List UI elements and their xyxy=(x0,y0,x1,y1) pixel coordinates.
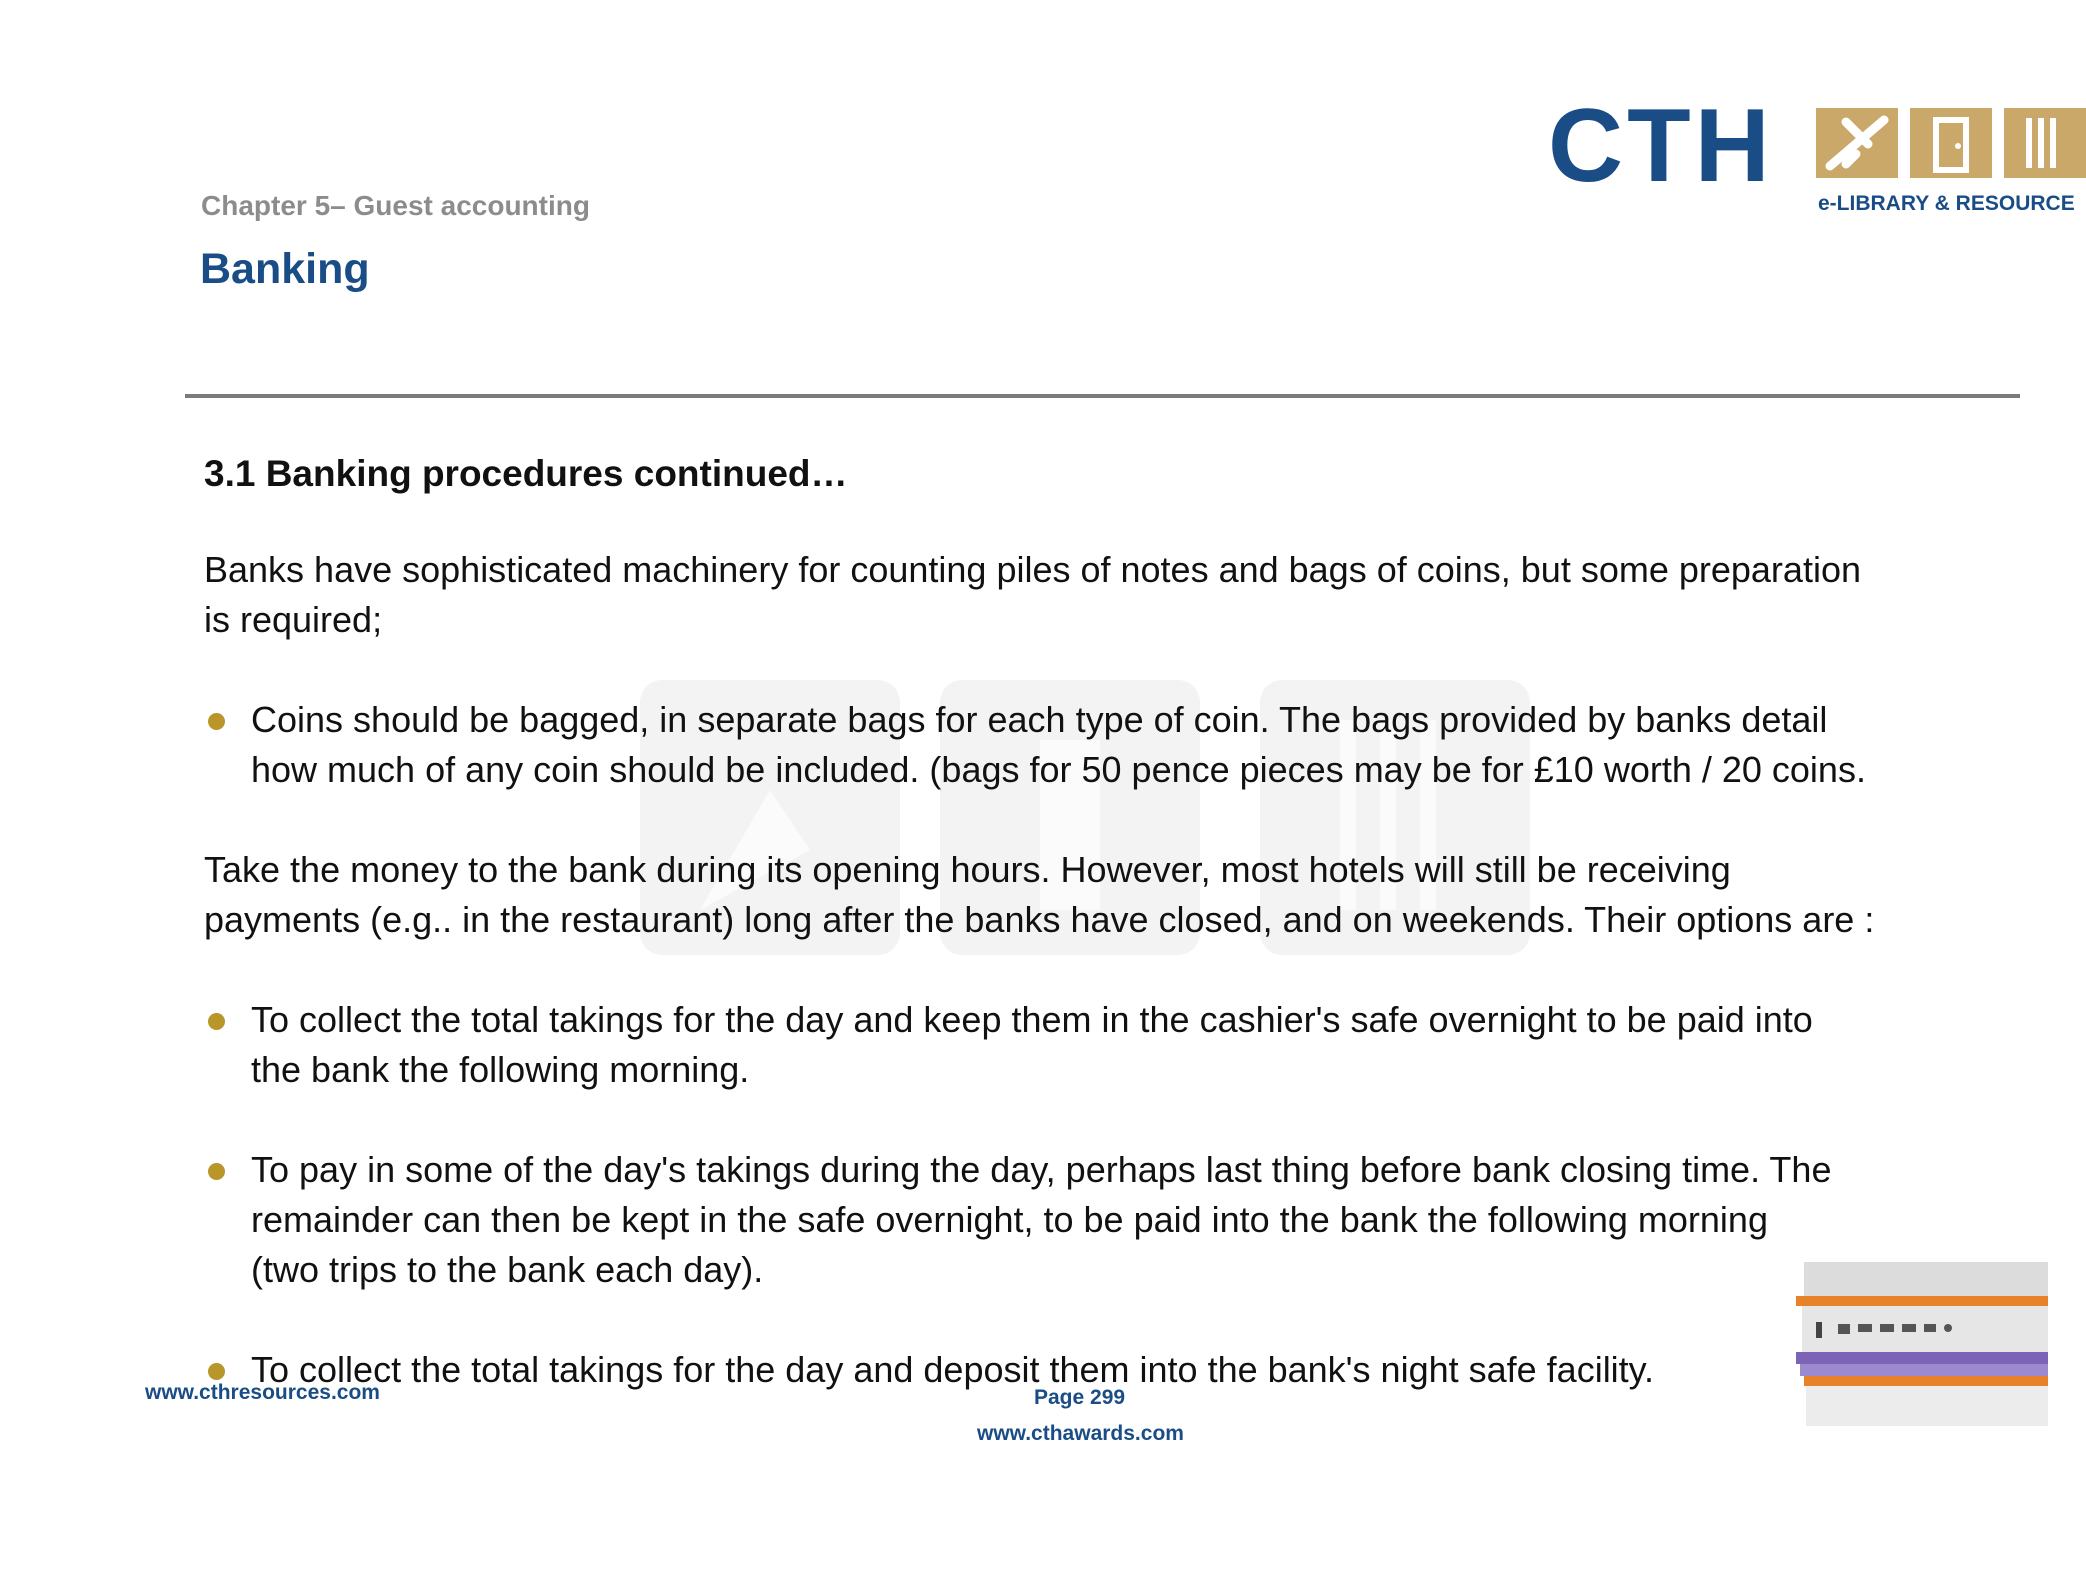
page-number: Page 299 xyxy=(1034,1386,1126,1409)
text-line: To collect the total takings for the day and deposit them into the bank's night safe facility. xyxy=(251,1349,1655,1390)
text-line: To collect the total takings for the day and keep them in the cashier's safe overnight to be paid into xyxy=(251,999,1813,1040)
options-paragraph xyxy=(204,845,2004,945)
header-divider xyxy=(185,394,2020,398)
text-line: how much of any coin should be included. (bags for 50 pence pieces may be for £10 worth / 20 coins. xyxy=(251,749,1866,790)
text-line: remainder can then be kept in the safe overnight, to be paid into the bank the following morning xyxy=(251,1199,1768,1240)
text-line: payments (e.g.. in the restaurant) long after the banks have closed, and on weekends. Their options are : xyxy=(204,899,1875,940)
text-line: Banks have sophisticated machinery for counting piles of notes and bags of coins, but some preparation xyxy=(204,549,1861,590)
text-line: (two trips to the bank each day). xyxy=(251,1249,764,1290)
main-content xyxy=(204,445,2004,1395)
page-title: Banking xyxy=(200,245,370,293)
section-heading: 3.1 Banking procedures continued… xyxy=(204,453,848,494)
fork-icon xyxy=(2004,108,2086,178)
text-line: the bank the following morning. xyxy=(251,1049,750,1090)
bullet-dot-icon xyxy=(208,713,225,730)
plane-icon xyxy=(1816,108,1898,178)
bullet-item xyxy=(204,1145,2004,1295)
bullet-dot-icon xyxy=(208,1013,225,1030)
bullet-dot-icon xyxy=(208,1363,225,1380)
text-line: is required; xyxy=(204,599,383,640)
text-line: To pay in some of the day's takings during the day, perhaps last thing before bank closing time. The xyxy=(251,1149,1832,1190)
footer-resources-link[interactable]: www.cthresources.com xyxy=(145,1381,380,1404)
text-line: Take the money to the bank during its opening hours. However, most hotels will still be receiving xyxy=(204,849,1731,890)
text-line: Coins should be bagged, in separate bags for each type of coin. The bags provided by banks detail xyxy=(251,699,1828,740)
logo-tagline: e-LIBRARY & RESOURCE xyxy=(1818,192,2075,215)
bullet-dot-icon xyxy=(208,1163,225,1180)
intro-paragraph xyxy=(204,545,2004,645)
footer-awards-link[interactable]: www.cthawards.com xyxy=(977,1422,1184,1445)
door-icon xyxy=(1910,108,1992,178)
bullet-item xyxy=(204,995,2004,1095)
cth-logo xyxy=(1548,88,2075,220)
books-image xyxy=(1796,1262,2048,1432)
bullet-item xyxy=(204,695,2004,795)
logo-wordmark: CTH xyxy=(1548,88,1774,204)
chapter-label: Chapter 5– Guest accounting xyxy=(201,190,590,221)
